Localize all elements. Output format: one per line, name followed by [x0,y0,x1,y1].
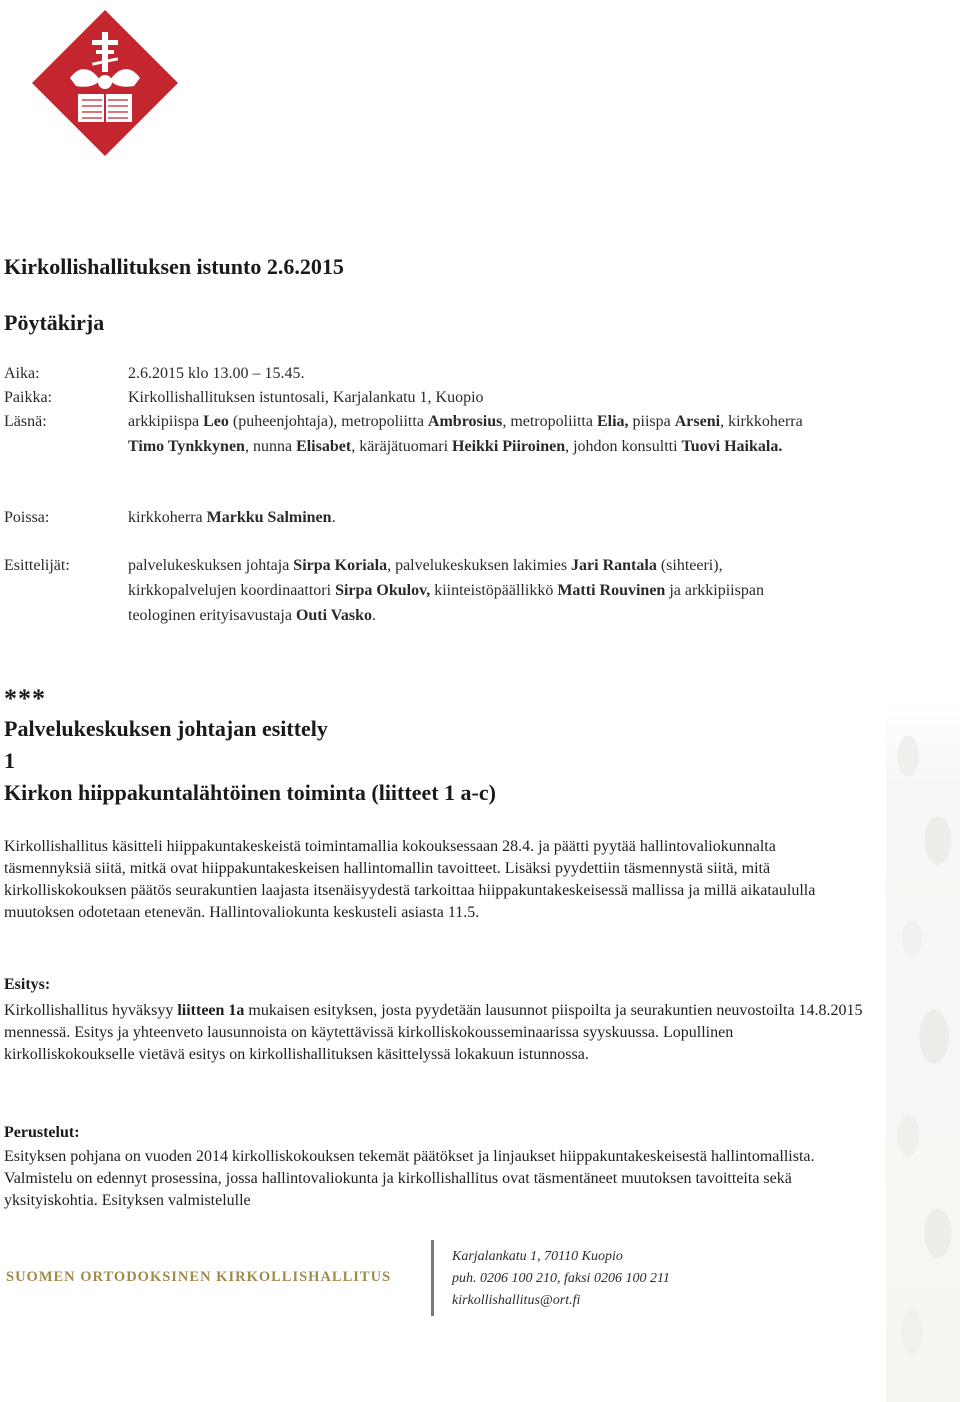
section-separator-stars: *** [4,684,46,713]
esitys-paragraph: Kirkollishallitus hyväksyy liitteen 1a mukaisen esityksen, josta pyydetään lausunnot piispoilta ja seurakuntien neuvostoilta 14.8.2015 mennessä. Esitys ja yhteenveto lausunnoista on käytettävissä kirkolliskokousseminaarissa syyskuussa. Lopullinen kirkolliskokoukselle vietävä esitys on kirkollishallituksen käsittelyssä lokakuun istunnossa. [4,1002,863,1063]
paikka-label: Paikka: [4,389,52,406]
item-number: 1 [4,748,15,773]
church-logo [30,8,180,158]
footer-address: Karjalankatu 1, 70110 Kuopio [452,1249,623,1264]
footer-email[interactable]: kirkollishallitus@ort.fi [452,1293,581,1308]
esittelijat-value: palvelukeskuksen johtaja Sirpa Koriala, palvelukeskuksen lakimies Jari Rantala (sihteeri), kirkkopalvelujen koordinaattori Sirpa Okulov, kiinteistöpäällikkö Matti Rouvinen ja arkkipiispan teologinen erityisavustaja Outi Vasko. [128,557,764,624]
poissa-label: Poissa: [4,509,50,526]
esittelijat-label: Esittelijät: [4,557,70,574]
aika-label: Aika: [4,365,40,382]
item-title: Kirkon hiippakuntalähtöinen toiminta (liitteet 1 a-c) [4,780,496,805]
document-subtitle: Pöytäkirja [4,310,105,335]
perustelut-paragraph: Esityksen pohjana on vuoden 2014 kirkolliskokouksen tekemät päätökset ja linjaukset hiippakuntakeskeisestä hallintomallista. Valmistelu on edennyt prosessina, jossa hallintovaliokunta ja kirkollishallitus ovat täsmentäneet muutoksen tavoitteita sekä yksityiskohtia. Esityksen valmistelulle [4,1148,815,1209]
paikka-value: Kirkollishallituksen istuntosali, Karjalankatu 1, Kuopio [128,389,484,406]
decorative-ornament-strip [886,700,960,1402]
footer-contact [452,1246,670,1312]
esitys-heading: Esitys: [4,976,51,993]
lasna-value: arkkipiispa Leo (puheenjohtaja), metropoliitta Ambrosius, metropoliitta Elia, piispa Arseni, kirkkoherra Timo Tynkkynen, nunna Elisabet, käräjätuomari Heikki Piiroinen, johdon konsultti Tuovi Haikala. [128,413,803,455]
poissa-value: kirkkoherra Markku Salminen. [128,509,336,526]
lasna-label: Läsnä: [4,413,47,430]
footer-organization: SUOMEN ORTODOKSINEN KIRKOLLISHALLITUS [6,1269,392,1285]
footer-divider [431,1240,434,1316]
section-title: Palvelukeskuksen johtajan esittely [4,716,328,741]
document-title: Kirkollishallituksen istunto 2.6.2015 [4,254,344,279]
perustelut-heading: Perustelut: [4,1124,80,1141]
footer-phone: puh. 0206 100 210, faksi 0206 100 211 [452,1271,670,1286]
intro-paragraph: Kirkollishallitus käsitteli hiippakuntakeskeistä toimintamallia kokouksessaan 28.4. ja päätti pyytää hallintovaliokunnalta täsmennyksiä siitä, mitkä ovat hiippakuntakeskeisen hallintomallin tavoitteet. Lisäksi pyydettiin täsmennystä siitä, mitä kirkolliskokouksen päätös seurakuntien laajasta itsenäisyydestä tarkoittaa hiippakuntakeskeisessä mallissa ja millä aikataululla muutoksen odotetaan etenevän. Hallintovaliokunta keskusteli asiasta 11.5. [4,838,816,921]
aika-value: 2.6.2015 klo 13.00 – 15.45. [128,365,305,382]
